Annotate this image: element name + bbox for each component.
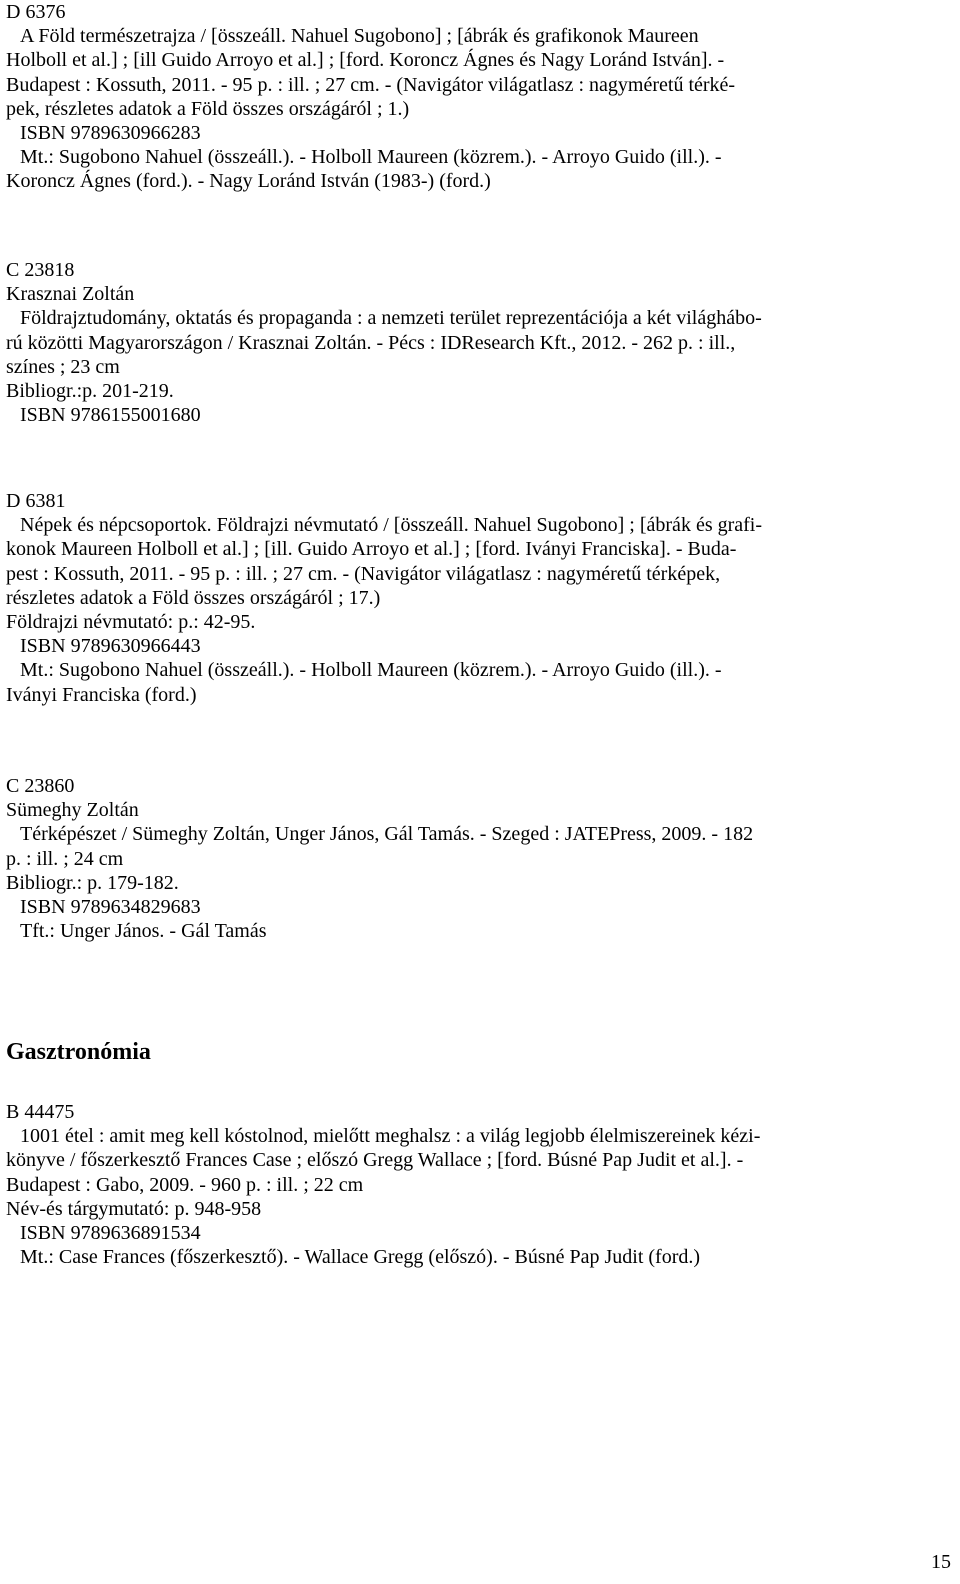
entry-id: B 44475 [6,1101,75,1123]
entry-line: Koroncz Ágnes (ford.). - Nagy Loránd István (1983-) (ford.) [6,170,491,193]
entry-line: p. : ill. ; 24 cm [6,847,124,870]
entry-line: Holboll et al.] ; [ill Guido Arroyo et al.] ; [ford. Koroncz Ágnes és Nagy Loránd István]. - [6,49,725,72]
entry-line: Budapest : Gabo, 2009. - 960 p. : ill. ; 22 cm [6,1173,364,1196]
entry-line: Bibliogr.:p. 201-219. [6,380,174,403]
entry-line: könyve / főszerkesztő Frances Case ; előszó Gregg Wallace ; [ford. Búsné Pap Judit et al.]. - [6,1149,744,1172]
entry-line: Tft.: Unger János. - Gál Tamás [20,920,267,943]
catalog-entry [6,1100,954,1269]
entry-line: részletes adatok a Föld összes országáról ; 17.) [6,586,381,609]
entry-id: C 23818 [6,259,75,281]
entry-line: Budapest : Kossuth, 2011. - 95 p. : ill. ; 27 cm. - (Navigátor világatlasz : nagyméretű térké- [6,73,736,96]
entry-line: Bibliogr.: p. 179-182. [6,871,179,894]
entry-line: Földrajztudomány, oktatás és propaganda : a nemzeti terület reprezentációja a két világhábo- [20,307,762,330]
entry-id: D 6381 [6,490,66,512]
entry-line: pest : Kossuth, 2011. - 95 p. : ill. ; 27 cm. - (Navigátor világatlasz : nagyméretű térképek, [6,562,721,585]
section-heading: Gasztronómia [6,1039,151,1065]
entry-line: konok Maureen Holboll et al.] ; [ill. Guido Arroyo et al.] ; [ford. Iványi Franciska]. - Buda- [6,538,737,561]
entry-author: Krasznai Zoltán [6,283,135,306]
entry-line: színes ; 23 cm [6,355,120,378]
catalog-entry [6,0,954,194]
entry-line: Mt.: Sugobono Nahuel (összeáll.). - Holboll Maureen (közrem.). - Arroyo Guido (ill.). - [20,659,722,682]
page-number: 15 [931,1551,951,1573]
entry-line: Népek és népcsoportok. Földrajzi névmutató / [összeáll. Nahuel Sugobono] ; [ábrák és grafi- [20,514,763,537]
entry-line: pek, részletes adatok a Föld összes országáról ; 1.) [6,97,410,120]
entry-line: A Föld természetrajza / [összeáll. Nahuel Sugobono] ; [ábrák és grafikonok Maureen [20,25,699,48]
entry-line: 1001 étel : amit meg kell kóstolnod, mielőtt meghalsz : a világ legjobb élelmiszereinek kézi- [20,1125,761,1148]
entry-isbn: ISBN 9789636891534 [20,1222,201,1245]
entry-line: Földrajzi névmutató: p.: 42-95. [6,611,256,634]
catalog-entry [6,489,954,707]
entry-id: C 23860 [6,775,75,797]
entry-line: rú közötti Magyarországon / Krasznai Zoltán. - Pécs : IDResearch Kft., 2012. - 262 p. : ill., [6,331,736,354]
entry-line: Név-és tárgymutató: p. 948-958 [6,1197,262,1220]
entry-isbn: ISBN 9789634829683 [20,896,201,919]
entry-line: Iványi Franciska (ford.) [6,683,197,706]
entry-isbn: ISBN 9789630966443 [20,635,201,658]
entry-author: Sümeghy Zoltán [6,799,139,822]
entry-line: Mt.: Case Frances (főszerkesztő). - Wallace Gregg (előszó). - Búsné Pap Judit (ford.) [20,1246,701,1269]
entry-isbn: ISBN 9789630966283 [20,122,201,145]
catalog-entry [6,774,954,943]
entry-line: Térképészet / Sümeghy Zoltán, Unger János, Gál Tamás. - Szeged : JATEPress, 2009. - 182 [20,823,754,846]
entry-line: Mt.: Sugobono Nahuel (összeáll.). - Holboll Maureen (közrem.). - Arroyo Guido (ill.). - [20,146,722,169]
catalog-entry [6,258,954,427]
entry-id: D 6376 [6,1,66,23]
entry-isbn: ISBN 9786155001680 [20,404,201,427]
